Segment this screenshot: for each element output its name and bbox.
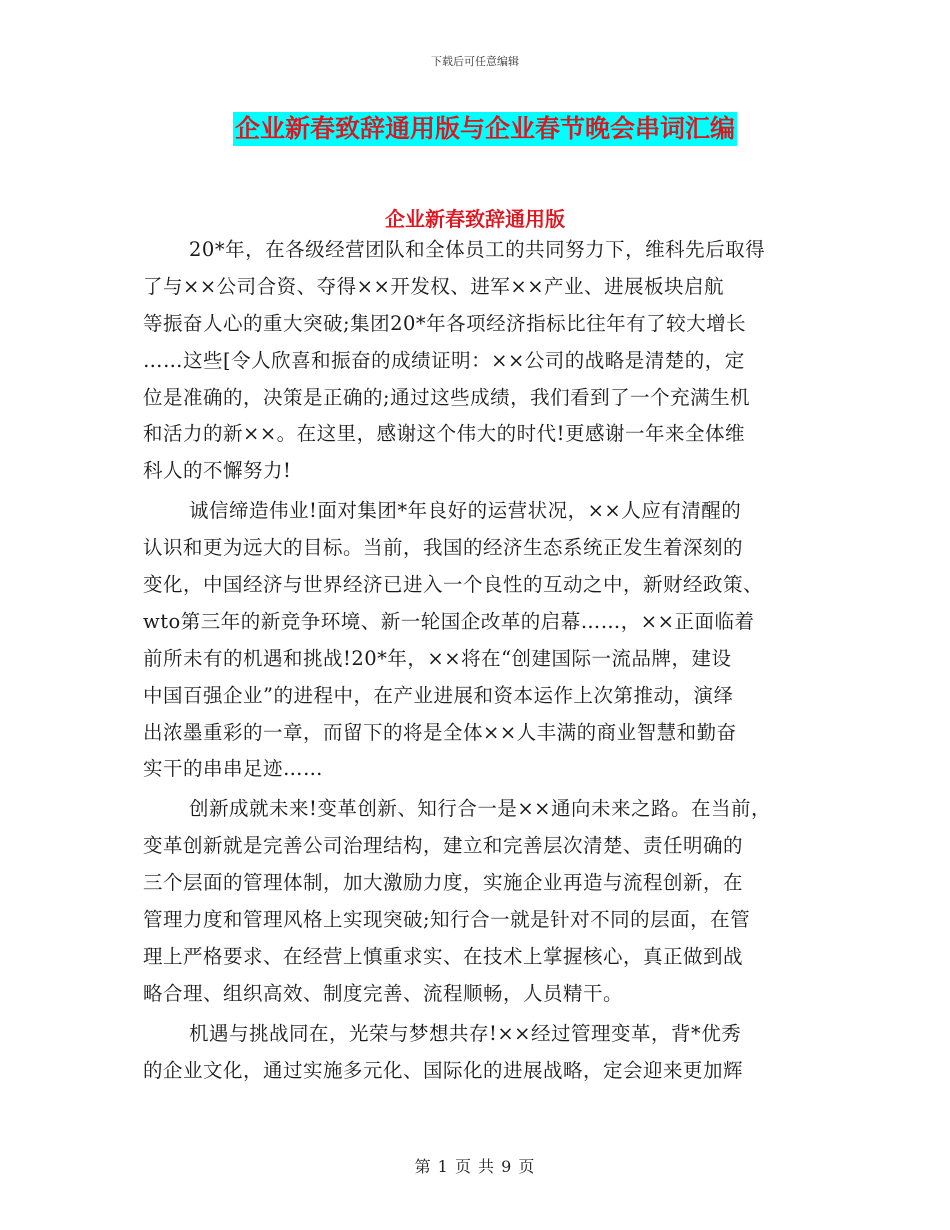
text-line: 略合理、组织高效、制度完善、流程顺畅，人员精干。 — [143, 981, 624, 1005]
text-line: 20*年，在各级经营团队和全体员工的共同努力下，维科先后取得 — [189, 238, 766, 261]
text-line: 诚信缔造伟业!面对集团*年良好的运营状况，××人应有清醒的 — [189, 499, 742, 523]
text-line: ……这些[令人欣喜和振奋的成绩证明：××公司的战略是清楚的，定 — [143, 348, 745, 372]
text-line: 管理力度和管理风格上实现突破;知行合一就是针对不同的层面，在管 — [143, 908, 751, 932]
text-line: 前所未有的机遇和挑战!20*年，××将在“创建国际一流品牌，建设 — [143, 646, 732, 670]
page-footer: 第 1 页 共 9 页 — [414, 1157, 536, 1176]
text-line: wto第三年的新竞争环境、新一轮国企改革的启幕……，××正面临着 — [143, 609, 755, 633]
text-line: 三个层面的管理体制，加大激励力度，实施企业再造与流程创新，在 — [143, 871, 744, 895]
text-line: 和活力的新××。在这里，感谢这个伟大的时代!更感谢一年来全体维 — [143, 422, 746, 446]
document-title: 企业新春致辞通用版与企业春节晚会串词汇编 — [233, 112, 737, 146]
text-line: 变革创新就是完善公司治理结构，建立和完善层次清楚、责任明确的 — [143, 834, 744, 858]
body-text — [143, 232, 833, 1089]
header-note: 下载后可任意编辑 — [431, 55, 519, 68]
text-line: 变化，中国经济与世界经济已进入一个良性的互动之中，新财经政策、 — [143, 573, 764, 597]
text-line: 实干的串串足迹…… — [143, 757, 324, 781]
text-line: 等振奋人心的重大突破;集团20*年各项经济指标比往年有了较大增长 — [143, 311, 747, 335]
text-line: 出浓墨重彩的一章，而留下的将是全体××人丰满的商业智慧和勤奋 — [143, 720, 737, 744]
text-line: 中国百强企业”的进程中，在产业进展和资本运作上次第推动，演绎 — [143, 683, 734, 707]
text-line: 认识和更为远大的目标。当前，我国的经济生态系统正发生着深刻的 — [143, 536, 744, 560]
text-line: 的企业文化，通过实施多元化、国际化的进展战略，定会迎来更加辉 — [143, 1058, 744, 1082]
section-title: 企业新春致辞通用版 — [385, 207, 565, 231]
text-line: 理上严格要求、在经营上慎重求实、在技术上掌握核心，真正做到战 — [143, 944, 744, 968]
text-line: 了与××公司合资、夺得××开发权、进军××产业、进展板块启航 — [143, 274, 725, 298]
text-line: 创新成就未来!变革创新、知行合一是××通向未来之路。在当前， — [189, 797, 772, 821]
text-line: 机遇与挑战同在，光荣与梦想共存!××经过管理变革，背*优秀 — [189, 1021, 742, 1045]
text-line: 位是准确的，决策是正确的;通过这些成绩，我们看到了一个充满生机 — [143, 385, 751, 409]
text-line: 科人的不懈努力! — [143, 459, 292, 483]
